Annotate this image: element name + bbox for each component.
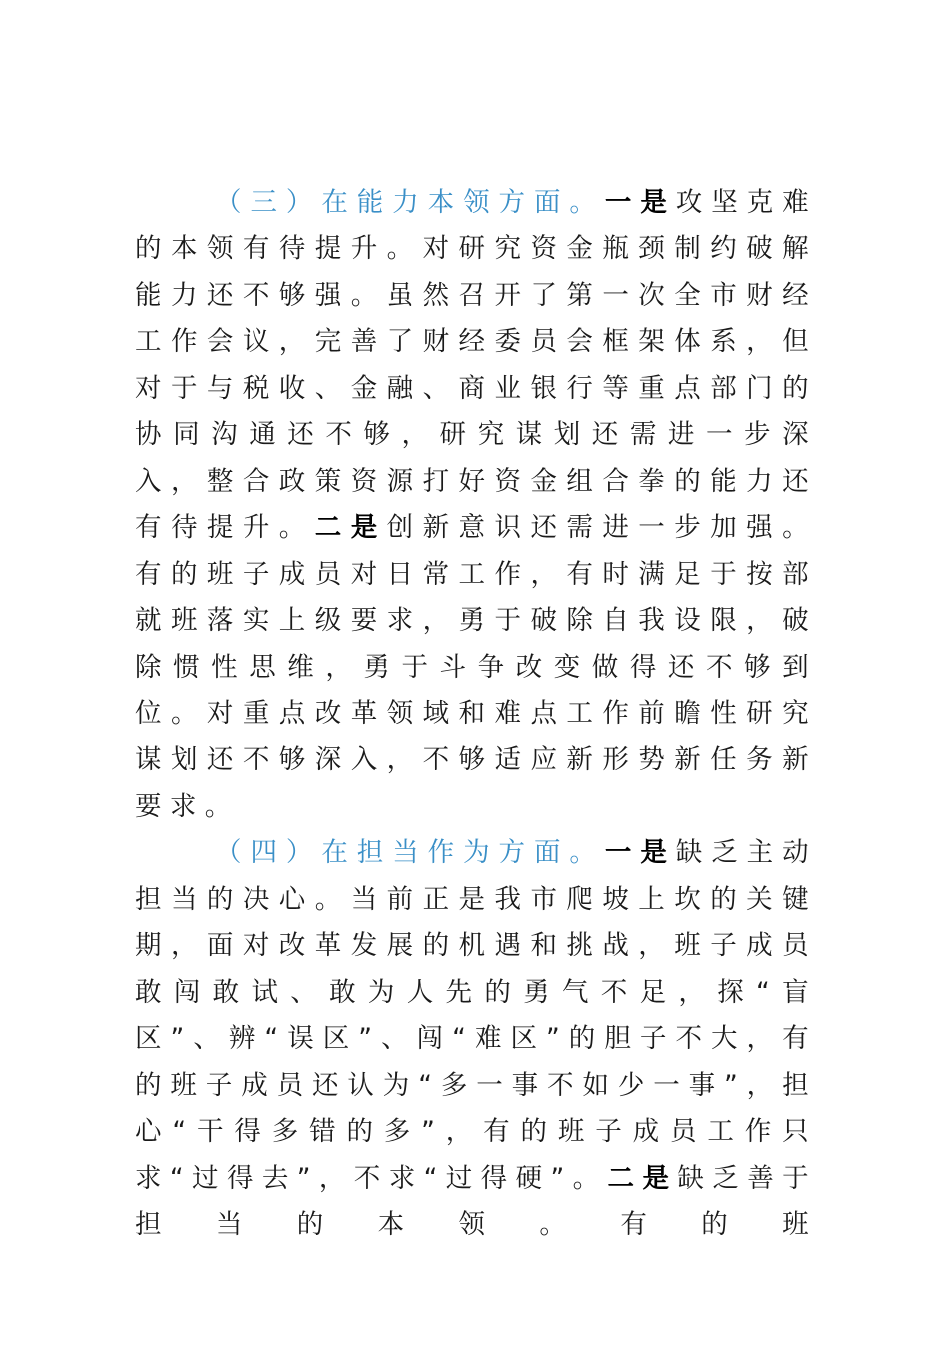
lead-marker: 二是: [607, 1162, 678, 1194]
lead-marker: 一是: [604, 837, 676, 869]
section-heading-ability: （三）在能力本领方面。: [215, 187, 605, 218]
section-heading-responsibility: （四）在担当作为方面。: [215, 837, 605, 869]
lead-marker: 二是: [314, 512, 387, 544]
paragraph-responsibility: [135, 830, 817, 1248]
lead-marker: 一是: [604, 187, 676, 218]
paragraph-text: 创新意识还需进一步加强。有的班子成员对日常工作，有时满足于按部就班落实上级要求，勇于破除自我设限，破除惯性思维，勇于斗争改变做得还不够到位。对重点改革领域和难点工作前瞻性研究谋划还不够深入，不够适应新形势新任务新要求。: [135, 512, 817, 822]
paragraph-text: 缺乏主动担当的决心。当前正是我市爬坡上坎的关键期，面对改革发展的机遇和挑战，班子成员敢闯敢试、敢为人先的勇气不足，探“盲区”、辨“误区”、闯“难区”的胆子不大，有的班子成员还认为“多一事不如少一事”，担心“干得多错的多”，有的班子成员工作只求“过得去”，不求“过得硬”。: [135, 837, 817, 1194]
paragraph-ability: [135, 180, 817, 830]
paragraph-text: 缺乏善于担当的本领。有的班: [135, 1162, 817, 1240]
document-body: [135, 180, 817, 1248]
paragraph-text: 攻坚克难的本领有待提升。对研究资金瓶颈制约破解能力还不够强。虽然召开了第一次全市财经工作会议，完善了财经委员会框架体系，但对于与税收、金融、商业银行等重点部门的协同沟通还不够，研究谋划还需进一步深入，整合政策资源打好资金组合拳的能力还有待提升。: [135, 187, 817, 544]
